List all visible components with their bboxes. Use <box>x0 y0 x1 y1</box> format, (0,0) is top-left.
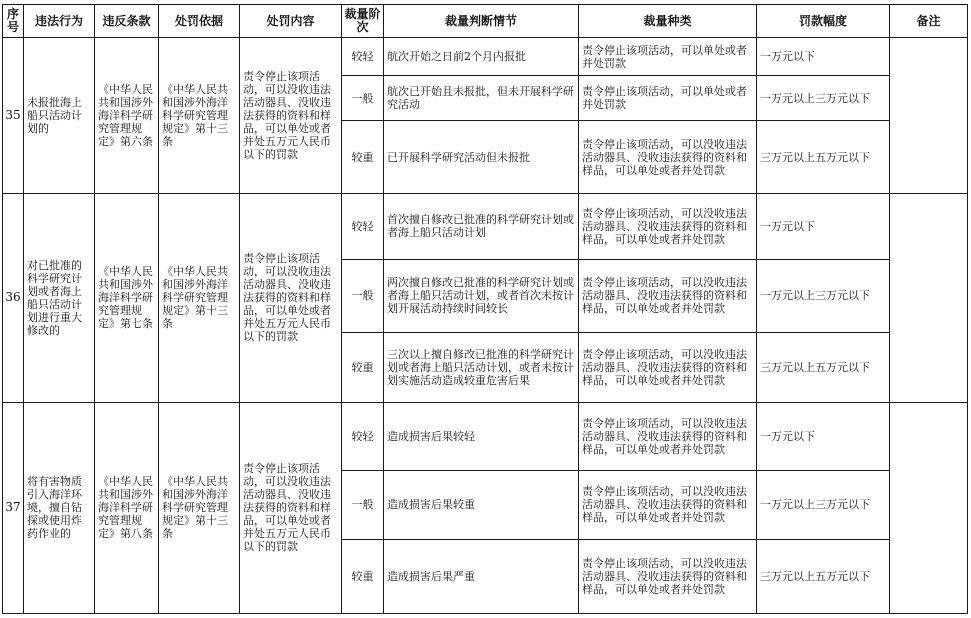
basis-cell: 《中华人民共和国涉外海洋科学研究管理规定》第十三条 <box>159 193 240 402</box>
type-cell: 责令停止该项活动，可以单处或者并处罚款 <box>579 38 757 76</box>
circumstance-cell: 两次擅自修改已批准的科学研究计划或者海上船只活动计划，或者首次未按计划开展活动持续时间较长 <box>384 260 579 332</box>
range-cell: 一万元以上三万元以下 <box>757 260 890 332</box>
behavior-cell: 未报批海上船只活动计划的 <box>24 38 95 194</box>
range-cell: 三万元以上五万元以下 <box>757 332 890 402</box>
level-cell: 较重 <box>342 539 384 613</box>
level-cell: 较轻 <box>342 38 384 76</box>
level-cell: 一般 <box>342 260 384 332</box>
content-cell: 责令停止该项活动，可以没收违法活动器具、没收违法获得的资料和样品，可以单处或者并处五万元人民币以下的罚款 <box>240 193 342 402</box>
circumstance-cell: 航次已开始且未报批，但未开展科学研究活动 <box>384 76 579 121</box>
type-cell: 责令停止该项活动，可以没收违法活动器具、没收违法获得的资料和样品，可以单处或者并处罚款 <box>579 332 757 402</box>
penalty-discretion-table <box>2 4 968 614</box>
type-cell: 责令停止该项活动，可以没收违法活动器具、没收违法获得的资料和样品，可以单处或者并处罚款 <box>579 402 757 470</box>
basis-cell: 《中华人民共和国涉外海洋科学研究管理规定》第十三条 <box>159 402 240 613</box>
header-row <box>3 5 968 38</box>
header-range: 罚款幅度 <box>757 5 890 38</box>
circumstance-cell: 航次开始之日前2个月内报批 <box>384 38 579 76</box>
level-cell: 较重 <box>342 121 384 193</box>
header-circumstance: 裁量判断情节 <box>384 5 579 38</box>
range-cell: 三万元以上五万元以下 <box>757 539 890 613</box>
type-cell: 责令停止该项活动，可以单处或者并处罚款 <box>579 76 757 121</box>
type-cell: 责令停止该项活动，可以没收违法活动器具、没收违法获得的资料和样品，可以单处或者并处罚款 <box>579 121 757 193</box>
circumstance-cell: 造成损害后果较轻 <box>384 402 579 470</box>
content-cell: 责令停止该项活动，可以没收违法活动器具、没收违法获得的资料和样品，可以单处或者并处五万元人民币以下的罚款 <box>240 38 342 194</box>
basis-cell: 《中华人民共和国涉外海洋科学研究管理规定》第十三条 <box>159 38 240 194</box>
circumstance-cell: 首次擅自修改已批准的科学研究计划或者海上船只活动计划 <box>384 193 579 259</box>
header-behavior: 违法行为 <box>24 5 95 38</box>
circumstance-cell: 已开展科学研究活动但未报批 <box>384 121 579 193</box>
level-cell: 较轻 <box>342 402 384 470</box>
remark-cell <box>890 402 968 613</box>
circumstance-cell: 三次以上擅自修改已批准的科学研究计划或者海上船只活动计划，或者未按计划实施活动造成较重危害后果 <box>384 332 579 402</box>
behavior-cell: 将有害物质引入海洋环境，擅自钻探或使用炸药作业的 <box>24 402 95 613</box>
behavior-cell: 对已批准的科学研究计划或者海上船只活动计划进行重大修改的 <box>24 193 95 402</box>
clause-cell: 《中华人民共和国涉外海洋科学研究管理规定》第八条 <box>95 402 159 613</box>
header-level: 裁量阶次 <box>342 5 384 38</box>
type-cell: 责令停止该项活动，可以没收违法活动器具、没收违法获得的资料和样品，可以单处或者并处罚款 <box>579 539 757 613</box>
circumstance-cell: 造成损害后果严重 <box>384 539 579 613</box>
level-cell: 较重 <box>342 332 384 402</box>
table-row <box>3 38 968 76</box>
table-row <box>3 193 968 259</box>
table-row <box>3 402 968 470</box>
seq-cell: 36 <box>3 193 24 402</box>
range-cell: 一万元以上三万元以下 <box>757 76 890 121</box>
type-cell: 责令停止该项活动，可以没收违法活动器具、没收违法获得的资料和样品，可以单处或者并处罚款 <box>579 260 757 332</box>
level-cell: 较轻 <box>342 193 384 259</box>
header-basis: 处罚依据 <box>159 5 240 38</box>
range-cell: 一万元以下 <box>757 193 890 259</box>
range-cell: 一万元以上三万元以下 <box>757 471 890 539</box>
type-cell: 责令停止该项活动，可以没收违法活动器具、没收违法获得的资料和样品，可以单处或者并处罚款 <box>579 471 757 539</box>
circumstance-cell: 造成损害后果较重 <box>384 471 579 539</box>
remark-cell <box>890 193 968 402</box>
range-cell: 一万元以下 <box>757 38 890 76</box>
content-cell: 责令停止该项活动，可以没收违法活动器具、没收违法获得的资料和样品，可以单处或者并处五万元人民币以下的罚款 <box>240 402 342 613</box>
seq-cell: 35 <box>3 38 24 194</box>
header-content: 处罚内容 <box>240 5 342 38</box>
header-clause: 违反条款 <box>95 5 159 38</box>
header-remark: 备注 <box>890 5 968 38</box>
seq-cell: 37 <box>3 402 24 613</box>
range-cell: 一万元以下 <box>757 402 890 470</box>
clause-cell: 《中华人民共和国涉外海洋科学研究管理规定》第六条 <box>95 38 159 194</box>
level-cell: 一般 <box>342 76 384 121</box>
range-cell: 三万元以上五万元以下 <box>757 121 890 193</box>
clause-cell: 《中华人民共和国涉外海洋科学研究管理规定》第七条 <box>95 193 159 402</box>
header-seq: 序号 <box>3 5 24 38</box>
remark-cell <box>890 38 968 194</box>
level-cell: 一般 <box>342 471 384 539</box>
type-cell: 责令停止该项活动，可以没收违法活动器具、没收违法获得的资料和样品，可以单处或者并处罚款 <box>579 193 757 259</box>
header-type: 裁量种类 <box>579 5 757 38</box>
